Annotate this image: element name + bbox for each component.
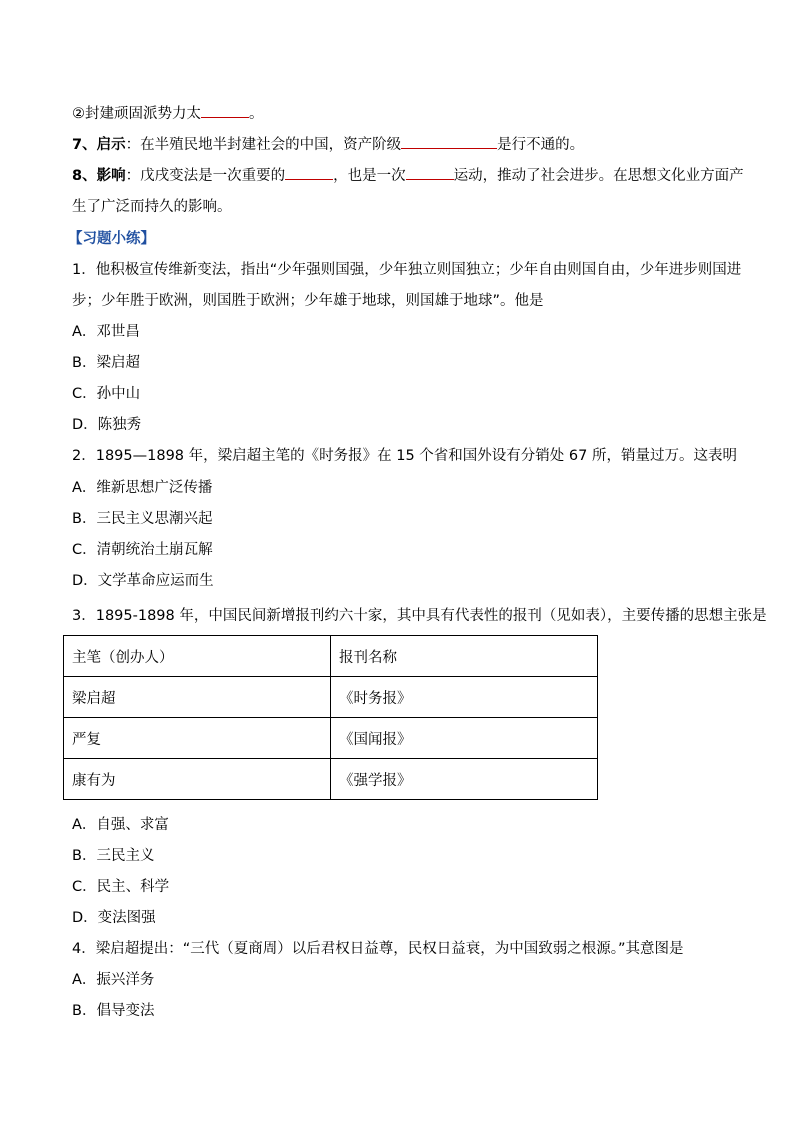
question-2-stem: 2．1895—1898 年，梁启超主笔的《时务报》在 15 个省和国外设有分销处 67 所，销量过万。这表明 — [72, 448, 737, 464]
table-cell: 康有为 — [64, 759, 331, 800]
fill-in-item-8 — [72, 164, 744, 185]
question-1-option-b: B．梁启超 — [72, 355, 140, 371]
question-1-stem-cont: 步；少年胜于欧洲，则国胜于欧洲；少年雄于地球，则国雄于地球”。他是 — [72, 293, 544, 309]
question-1-option-a: A．邓世昌 — [72, 324, 140, 340]
answer-blank — [201, 103, 249, 118]
table-row — [64, 718, 598, 759]
table-row — [64, 677, 598, 718]
fill-in-item-7 — [72, 133, 584, 154]
question-3-option-a: A．自强、求富 — [72, 817, 169, 833]
table-cell: 《国闻报》 — [331, 718, 598, 759]
item-7-label: 7、启示 — [72, 137, 126, 153]
answer-blank — [285, 165, 333, 180]
question-4-stem: 4．梁启超提出：“三代（夏商周）以后君权日益尊，民权日益衰，为中国致弱之根源。”其意图是 — [72, 941, 684, 957]
question-4-option-b: B．倡导变法 — [72, 1003, 155, 1019]
item-8-label: 8、影响 — [72, 168, 126, 184]
table-header-row — [64, 636, 598, 677]
item-8-text-1: ：戊戌变法是一次重要的 — [125, 168, 286, 184]
question-2-option-b: B．三民主义思潮兴起 — [72, 511, 213, 527]
question-2-option-c: C．清朝统治土崩瓦解 — [72, 542, 213, 558]
section-title: 【习题小练】 — [68, 231, 155, 247]
question-2-option-a: A．维新思想广泛传播 — [72, 480, 213, 496]
answer-blank — [406, 165, 454, 180]
table-cell: 《时务报》 — [331, 677, 598, 718]
table-header-cell: 报刊名称 — [331, 636, 598, 677]
question-1-option-d: D．陈独秀 — [72, 417, 142, 433]
table-cell: 严复 — [64, 718, 331, 759]
answer-blank — [401, 134, 497, 149]
newspaper-table — [63, 635, 598, 800]
fill-in-item-2 — [72, 102, 264, 123]
table-header-cell: 主笔（创办人） — [64, 636, 331, 677]
question-1-option-c: C．孙中山 — [72, 386, 141, 402]
item-2-end: 。 — [249, 106, 264, 122]
question-3-option-c: C．民主、科学 — [72, 879, 170, 895]
question-3-option-b: B．三民主义 — [72, 848, 155, 864]
table-cell: 梁启超 — [64, 677, 331, 718]
question-1-stem: 1．他积极宣传维新变法，指出“少年强则国强，少年独立则国独立；少年自由则国自由，少年进步则国进 — [72, 262, 742, 278]
item-8-text-3: 运动，推动了社会进步。在思想文化业方面产 — [453, 168, 744, 184]
item-7-text: ：在半殖民地半封建社会的中国，资产阶级 — [125, 137, 402, 153]
item-8-text-2: ，也是一次 — [333, 168, 406, 184]
item-2-text: ②封建顽固派势力太 — [72, 106, 201, 122]
question-4-option-a: A．振兴洋务 — [72, 972, 155, 988]
question-3-stem: 3．1895-1898 年，中国民间新增报刊约六十家，其中具有代表性的报刊（见如表），主要传播的思想主张是 — [72, 608, 767, 624]
item-8-text-4: 生了广泛而持久的影响。 — [72, 199, 232, 215]
table-cell: 《强学报》 — [331, 759, 598, 800]
fill-in-item-8-cont — [72, 195, 232, 216]
item-7-end: 是行不通的。 — [497, 137, 585, 153]
table-row — [64, 759, 598, 800]
question-2-option-d: D．文学革命应运而生 — [72, 573, 214, 589]
question-3-option-d: D．变法图强 — [72, 910, 156, 926]
